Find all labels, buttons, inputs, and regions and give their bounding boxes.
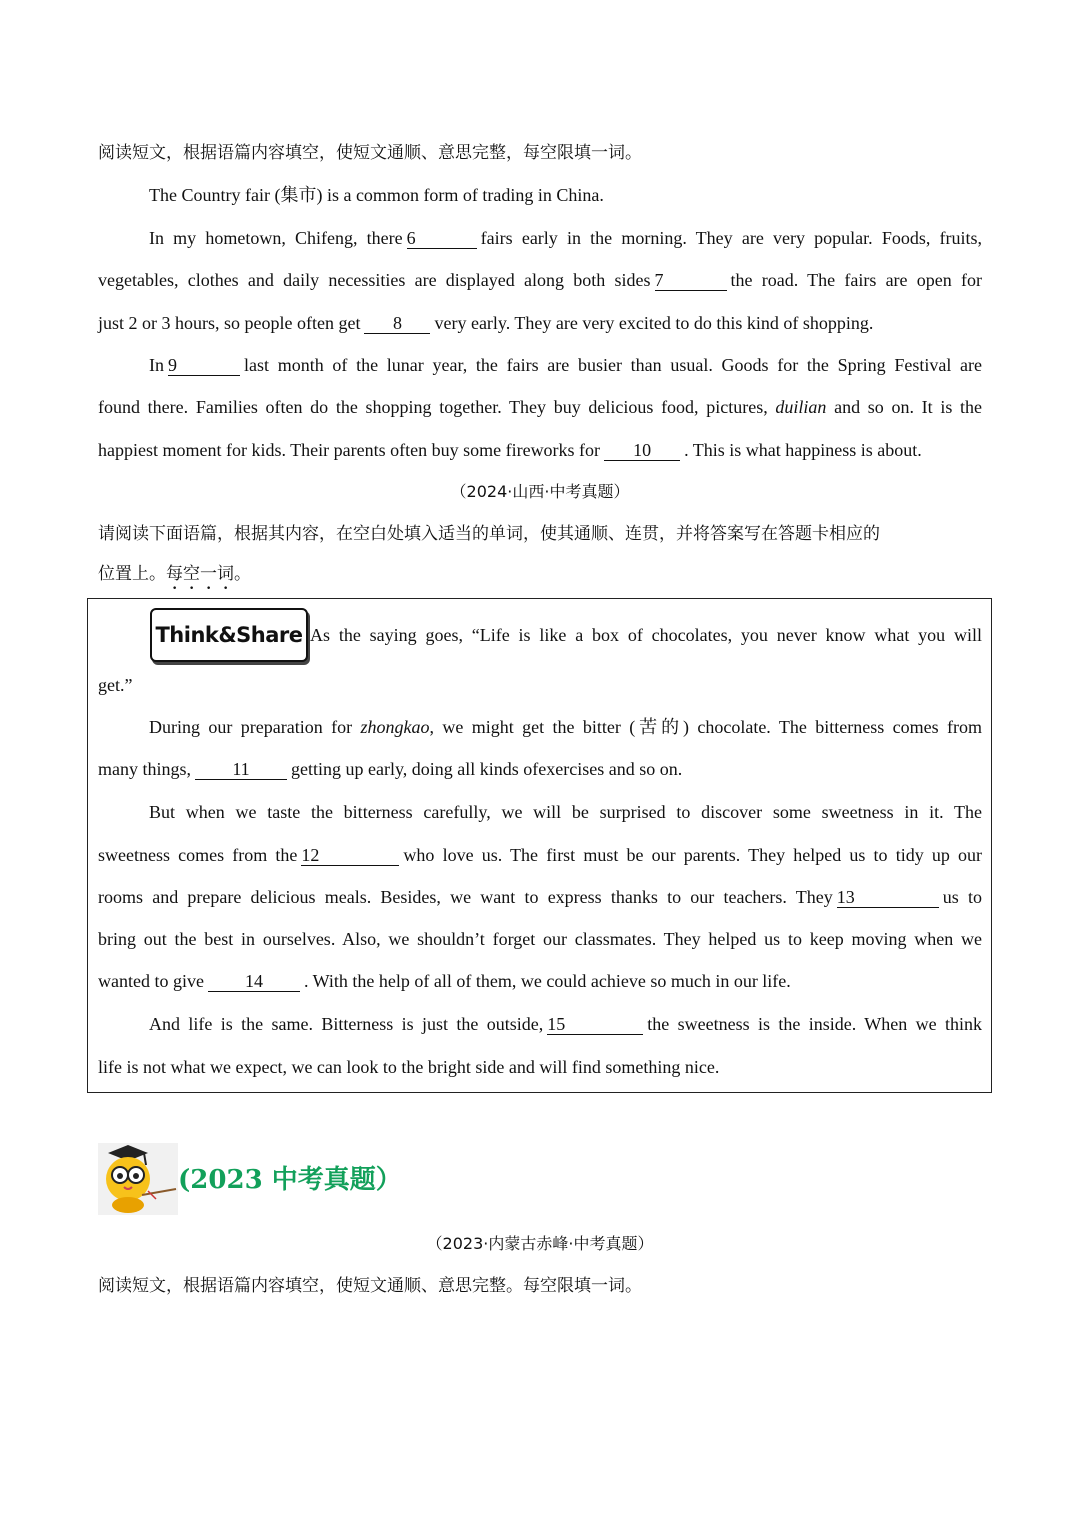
box-paragraph-3-line-1: But when we taste the bitterness carefully, we will be surprised to discover some sweetness in it. The — [149, 802, 982, 822]
box-paragraph-2-line-1: During our preparation for zhongkao, we might get the bitter (苦的) chocolate. The bitterness comes from — [149, 717, 982, 737]
blank-9[interactable]: 9 — [168, 355, 240, 376]
paragraph-2-line-3: just 2 or 3 hours, so people often get 8 very early. They are very excited to do this kind of shopping. — [98, 313, 874, 333]
term-duilian: duilian — [775, 397, 827, 417]
blank-12[interactable]: 12 — [301, 845, 399, 866]
paragraph-1: The Country fair (集市) is a common form of trading in China. — [149, 185, 604, 205]
box-paragraph-2-line-2: many things, 11 getting up early, doing all kinds ofexercises and so on. — [98, 759, 683, 779]
paragraph-3-line-2: found there. Families often do the shopping together. They buy delicious food, pictures, duilian and so on. It is the — [98, 397, 982, 417]
box-paragraph-3-line-4: bring out the best in ourselves. Also, we shouldn’t forget our classmates. They helped us to keep moving when we — [98, 929, 982, 949]
section-title-2023: (2023 中考真题） — [178, 1165, 402, 1195]
source-2023: （2023·内蒙古赤峰·中考真题） — [426, 1234, 654, 1253]
paragraph-3-line-1: In 9 last month of the lunar year, the fairs are busier than usual. Goods for the Spring Festival are — [149, 355, 982, 375]
instruction-2-line-1: 请阅读下面语篇，根据其内容，在空白处填入适当的单词，使其通顺、连贯，并将答案写在答题卡相应的 — [98, 524, 880, 544]
blank-6[interactable]: 6 — [407, 228, 477, 249]
owl-mascot-icon — [98, 1143, 178, 1215]
paragraph-2-line-2: vegetables, clothes and daily necessities are displayed along both sides 7 the road. The fairs are open for — [98, 270, 982, 290]
box-paragraph-3-line-3: rooms and prepare delicious meals. Besides, we want to express thanks to our teachers. They 13 us to — [98, 887, 982, 907]
box-paragraph-1-line-2: get.” — [98, 675, 133, 695]
blank-11[interactable]: 11 — [195, 759, 287, 780]
blank-8[interactable]: 8 — [364, 313, 430, 334]
term-zhongkao: zhongkao — [360, 717, 430, 737]
emphasis-text: 每空一词 — [166, 564, 234, 584]
blank-7[interactable]: 7 — [655, 270, 727, 291]
instruction-2-line-2: 位置上。每空一词。 — [98, 564, 251, 584]
paragraph-2-line-1: In my hometown, Chifeng, there 6 fairs early in the morning. They are very popular. Foods, fruits, — [149, 228, 983, 248]
source-2024: （2024·山西·中考真题） — [450, 482, 630, 501]
box-paragraph-3-line-2: sweetness comes from the 12 who love us. The first must be our parents. They helped us to tidy up our — [98, 845, 982, 865]
paragraph-3-line-3: happiest moment for kids. Their parents often buy some fireworks for 10 . This is what happiness is about. — [98, 440, 922, 460]
box-paragraph-3-line-5: wanted to give 14 . With the help of all of them, we could achieve so much in our life. — [98, 971, 791, 991]
box-paragraph-4-line-1: And life is the same. Bitterness is just the outside, 15 the sweetness is the inside. When we think — [149, 1014, 982, 1034]
box-paragraph-1-line-1: As the saying goes, “Life is like a box of chocolates, you never know what you will — [310, 625, 982, 645]
blank-10[interactable]: 10 — [604, 440, 680, 461]
blank-14[interactable]: 14 — [208, 971, 300, 992]
blank-13[interactable]: 13 — [837, 887, 939, 908]
think-share-logo: Think&Share — [150, 608, 308, 662]
instruction-1: 阅读短文，根据语篇内容填空，使短文通顺、意思完整，每空限填一词。 — [98, 143, 642, 163]
box-paragraph-4-line-2: life is not what we expect, we can look to the bright side and will find something nice. — [98, 1057, 720, 1077]
blank-15[interactable]: 15 — [547, 1014, 643, 1035]
instruction-3: 阅读短文，根据语篇内容填空，使短文通顺、意思完整。每空限填一词。 — [98, 1276, 642, 1296]
